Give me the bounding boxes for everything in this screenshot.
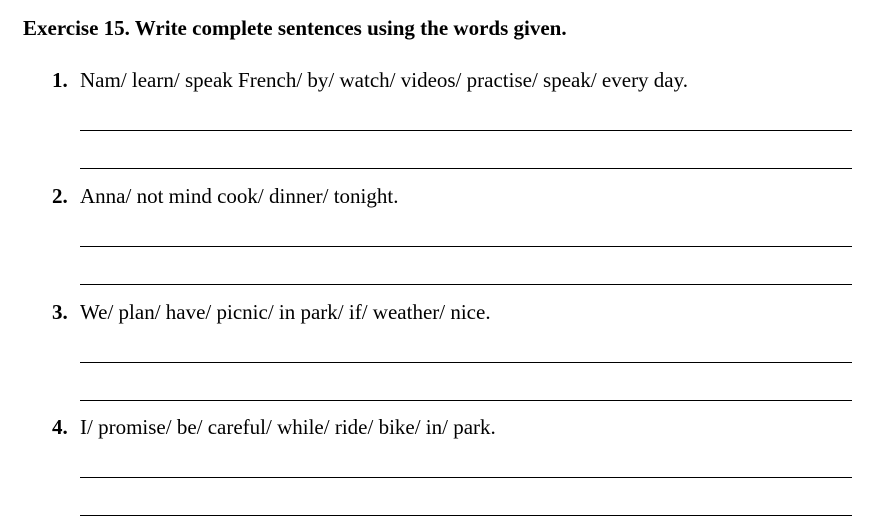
- answer-line[interactable]: [80, 246, 852, 247]
- item-prompt: Anna/ not mind cook/ dinner/ tonight.: [80, 184, 399, 208]
- exercise-item-1: [0, 67, 876, 183]
- answer-line[interactable]: [80, 400, 852, 401]
- item-number: 3.: [52, 300, 68, 324]
- exercise-title: Exercise 15. Write complete sentences using the words given.: [23, 16, 567, 40]
- item-number: 4.: [52, 415, 68, 439]
- exercise-item-2: [0, 183, 876, 299]
- exercise-item-3: [0, 299, 876, 415]
- item-number: 1.: [52, 68, 68, 92]
- item-number: 2.: [52, 184, 68, 208]
- answer-line[interactable]: [80, 168, 852, 169]
- item-prompt: I/ promise/ be/ careful/ while/ ride/ bike/ in/ park.: [80, 415, 496, 439]
- answer-line[interactable]: [80, 284, 852, 285]
- answer-line[interactable]: [80, 515, 852, 516]
- answer-line[interactable]: [80, 477, 852, 478]
- answer-line[interactable]: [80, 130, 852, 131]
- item-prompt: Nam/ learn/ speak French/ by/ watch/ videos/ practise/ speak/ every day.: [80, 68, 689, 92]
- exercise-item-4: [0, 414, 876, 530]
- answer-line[interactable]: [80, 362, 852, 363]
- item-prompt: We/ plan/ have/ picnic/ in park/ if/ weather/ nice.: [80, 300, 491, 324]
